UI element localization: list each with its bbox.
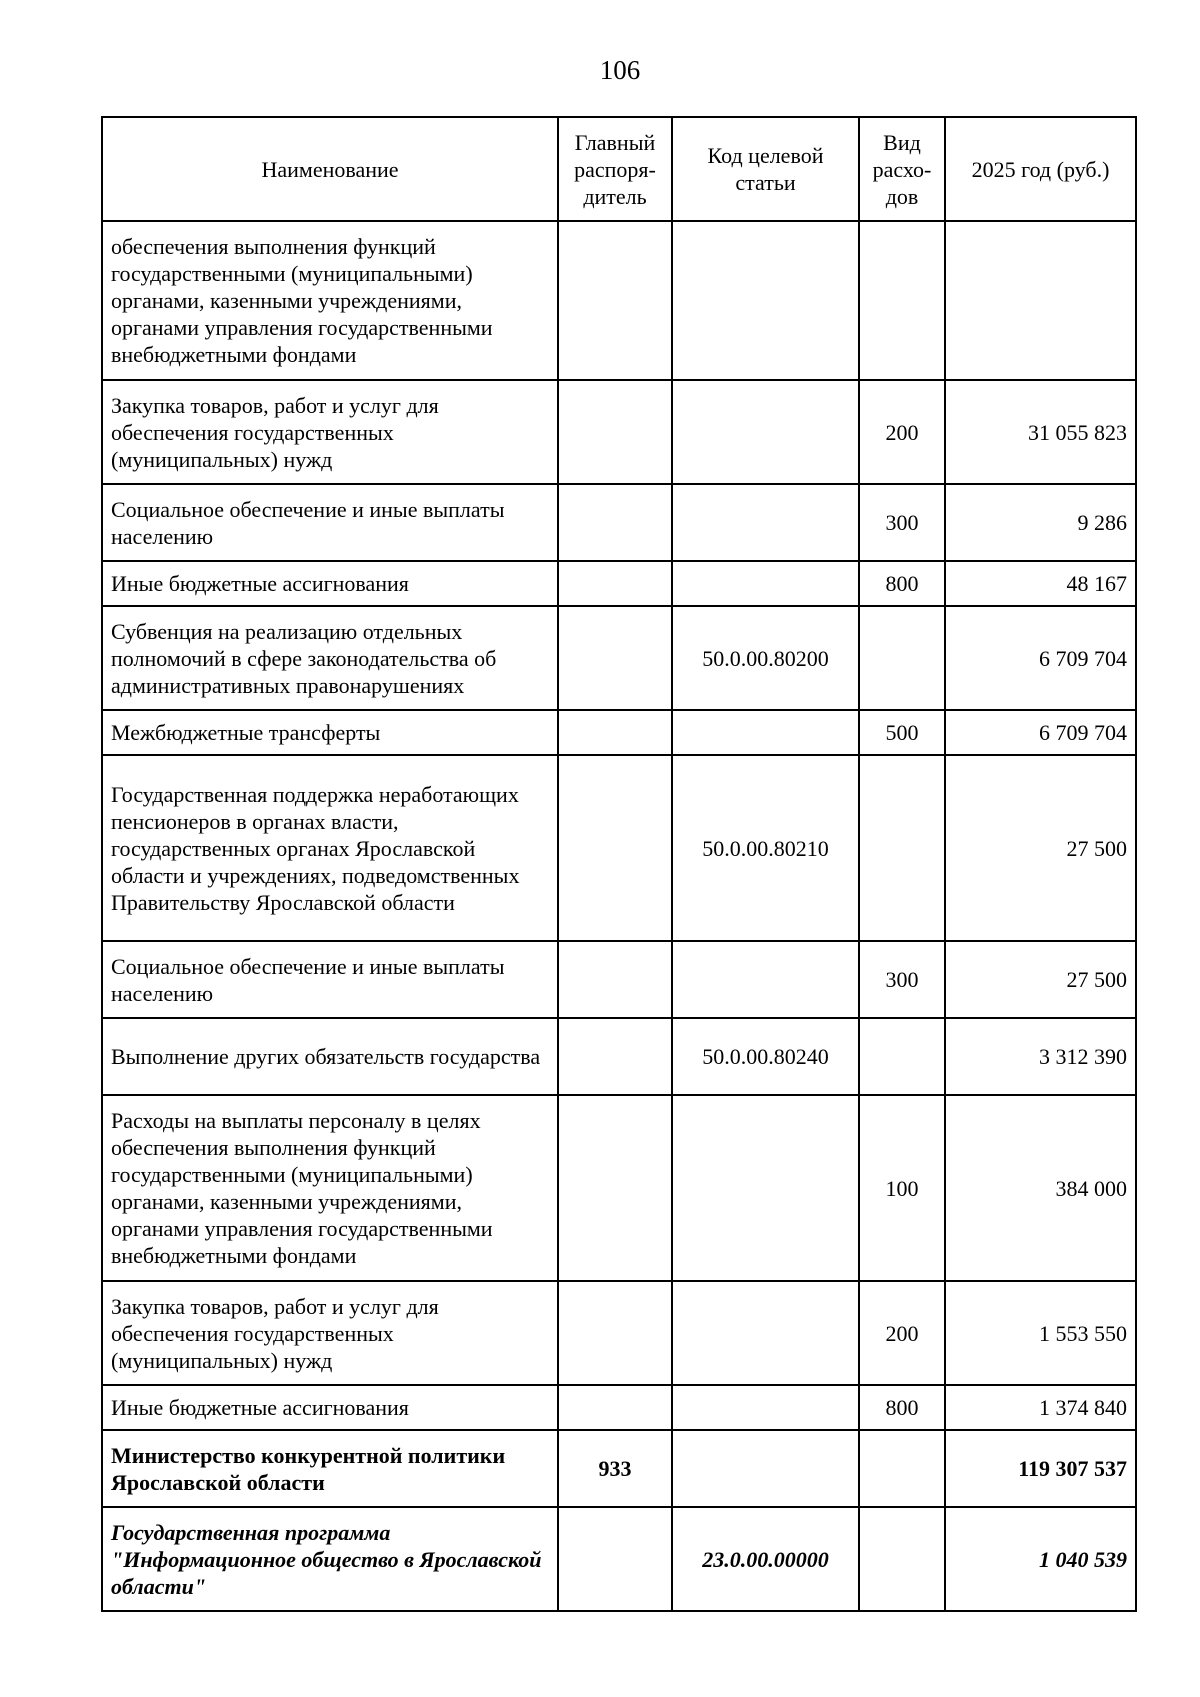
budget-table (101, 116, 1137, 1612)
row-amount: 1 040 539 (945, 1507, 1136, 1611)
row-code: 50.0.00.80200 (672, 606, 859, 710)
row-name: Закупка товаров, работ и услуг для обеспечения государственных (муниципальных) нужд (102, 380, 558, 484)
row-code (672, 1095, 859, 1281)
row-type: 500 (859, 710, 945, 755)
row-amount: 6 709 704 (945, 606, 1136, 710)
row-amount: 48 167 (945, 561, 1136, 606)
row-type: 200 (859, 1281, 945, 1385)
header-code: Код целевой статьи (672, 117, 859, 221)
row-name: Иные бюджетные ассигнования (102, 561, 558, 606)
row-type (859, 1430, 945, 1507)
header-type: Вид расхо-дов (859, 117, 945, 221)
row-code: 50.0.00.80210 (672, 755, 859, 941)
row-code (672, 561, 859, 606)
row-code (672, 1281, 859, 1385)
header-name: Наименование (102, 117, 558, 221)
row-name: Государственная поддержка неработающих пенсионеров в органах власти, государственных органах Ярославской области и учреждениях, подведомственных Правительству Ярославской области (102, 755, 558, 941)
row-type: 100 (859, 1095, 945, 1281)
table-row (102, 1095, 1136, 1281)
row-type: 800 (859, 1385, 945, 1430)
row-type (859, 755, 945, 941)
row-amount: 31 055 823 (945, 380, 1136, 484)
row-chief (558, 710, 672, 755)
row-chief: 933 (558, 1430, 672, 1507)
row-type (859, 221, 945, 380)
row-type (859, 606, 945, 710)
row-type: 300 (859, 484, 945, 561)
row-type: 200 (859, 380, 945, 484)
header-chief: Главный распоря-дитель (558, 117, 672, 221)
row-name: Субвенция на реализацию отдельных полномочий в сфере законодательства об административных правонарушениях (102, 606, 558, 710)
row-code (672, 941, 859, 1018)
table-row (102, 1281, 1136, 1385)
row-chief (558, 1018, 672, 1095)
row-code (672, 380, 859, 484)
row-code (672, 1430, 859, 1507)
table-row (102, 755, 1136, 941)
row-chief (558, 1281, 672, 1385)
table-row (102, 1430, 1136, 1507)
row-amount: 384 000 (945, 1095, 1136, 1281)
row-code (672, 1385, 859, 1430)
table-row (102, 1385, 1136, 1430)
row-name: Социальное обеспечение и иные выплаты населению (102, 941, 558, 1018)
row-name: Выполнение других обязательств государства (102, 1018, 558, 1095)
row-name: Иные бюджетные ассигнования (102, 1385, 558, 1430)
row-amount: 1 553 550 (945, 1281, 1136, 1385)
table-row (102, 484, 1136, 561)
row-name: Министерство конкурентной политики Ярославской области (102, 1430, 558, 1507)
page-number: 106 (599, 55, 641, 85)
row-type: 300 (859, 941, 945, 1018)
row-code: 23.0.00.00000 (672, 1507, 859, 1611)
row-chief (558, 221, 672, 380)
row-chief (558, 941, 672, 1018)
row-amount: 119 307 537 (945, 1430, 1136, 1507)
row-code (672, 710, 859, 755)
row-type: 800 (859, 561, 945, 606)
row-type (859, 1507, 945, 1611)
table-row (102, 380, 1136, 484)
row-name: Социальное обеспечение и иные выплаты населению (102, 484, 558, 561)
row-chief (558, 755, 672, 941)
row-code (672, 484, 859, 561)
table-row (102, 606, 1136, 710)
row-amount: 9 286 (945, 484, 1136, 561)
row-amount: 1 374 840 (945, 1385, 1136, 1430)
row-amount (945, 221, 1136, 380)
header-amount: 2025 год (руб.) (945, 117, 1136, 221)
row-chief (558, 1095, 672, 1281)
row-chief (558, 606, 672, 710)
row-code: 50.0.00.80240 (672, 1018, 859, 1095)
row-name: Государственная программа "Информационное общество в Ярославской области" (102, 1507, 558, 1611)
row-code (672, 221, 859, 380)
row-chief (558, 561, 672, 606)
table-header-row (102, 117, 1136, 221)
row-name: Закупка товаров, работ и услуг для обеспечения государственных (муниципальных) нужд (102, 1281, 558, 1385)
row-chief (558, 484, 672, 561)
row-chief (558, 1385, 672, 1430)
table-row (102, 221, 1136, 380)
table-row (102, 710, 1136, 755)
table-row (102, 1018, 1136, 1095)
table-row (102, 561, 1136, 606)
row-amount: 3 312 390 (945, 1018, 1136, 1095)
row-name: Расходы на выплаты персоналу в целях обеспечения выполнения функций государственными (муниципальными) органами, казенными учреждениями, органами управления государственными внебюджетными фондами (102, 1095, 558, 1281)
row-amount: 6 709 704 (945, 710, 1136, 755)
row-amount: 27 500 (945, 941, 1136, 1018)
row-name: Межбюджетные трансферты (102, 710, 558, 755)
table-row (102, 1507, 1136, 1611)
row-amount: 27 500 (945, 755, 1136, 941)
table-row (102, 941, 1136, 1018)
row-type (859, 1018, 945, 1095)
row-name: обеспечения выполнения функций государственными (муниципальными) органами, казенными учреждениями, органами управления государственными внебюджетными фондами (102, 221, 558, 380)
row-chief (558, 380, 672, 484)
row-chief (558, 1507, 672, 1611)
